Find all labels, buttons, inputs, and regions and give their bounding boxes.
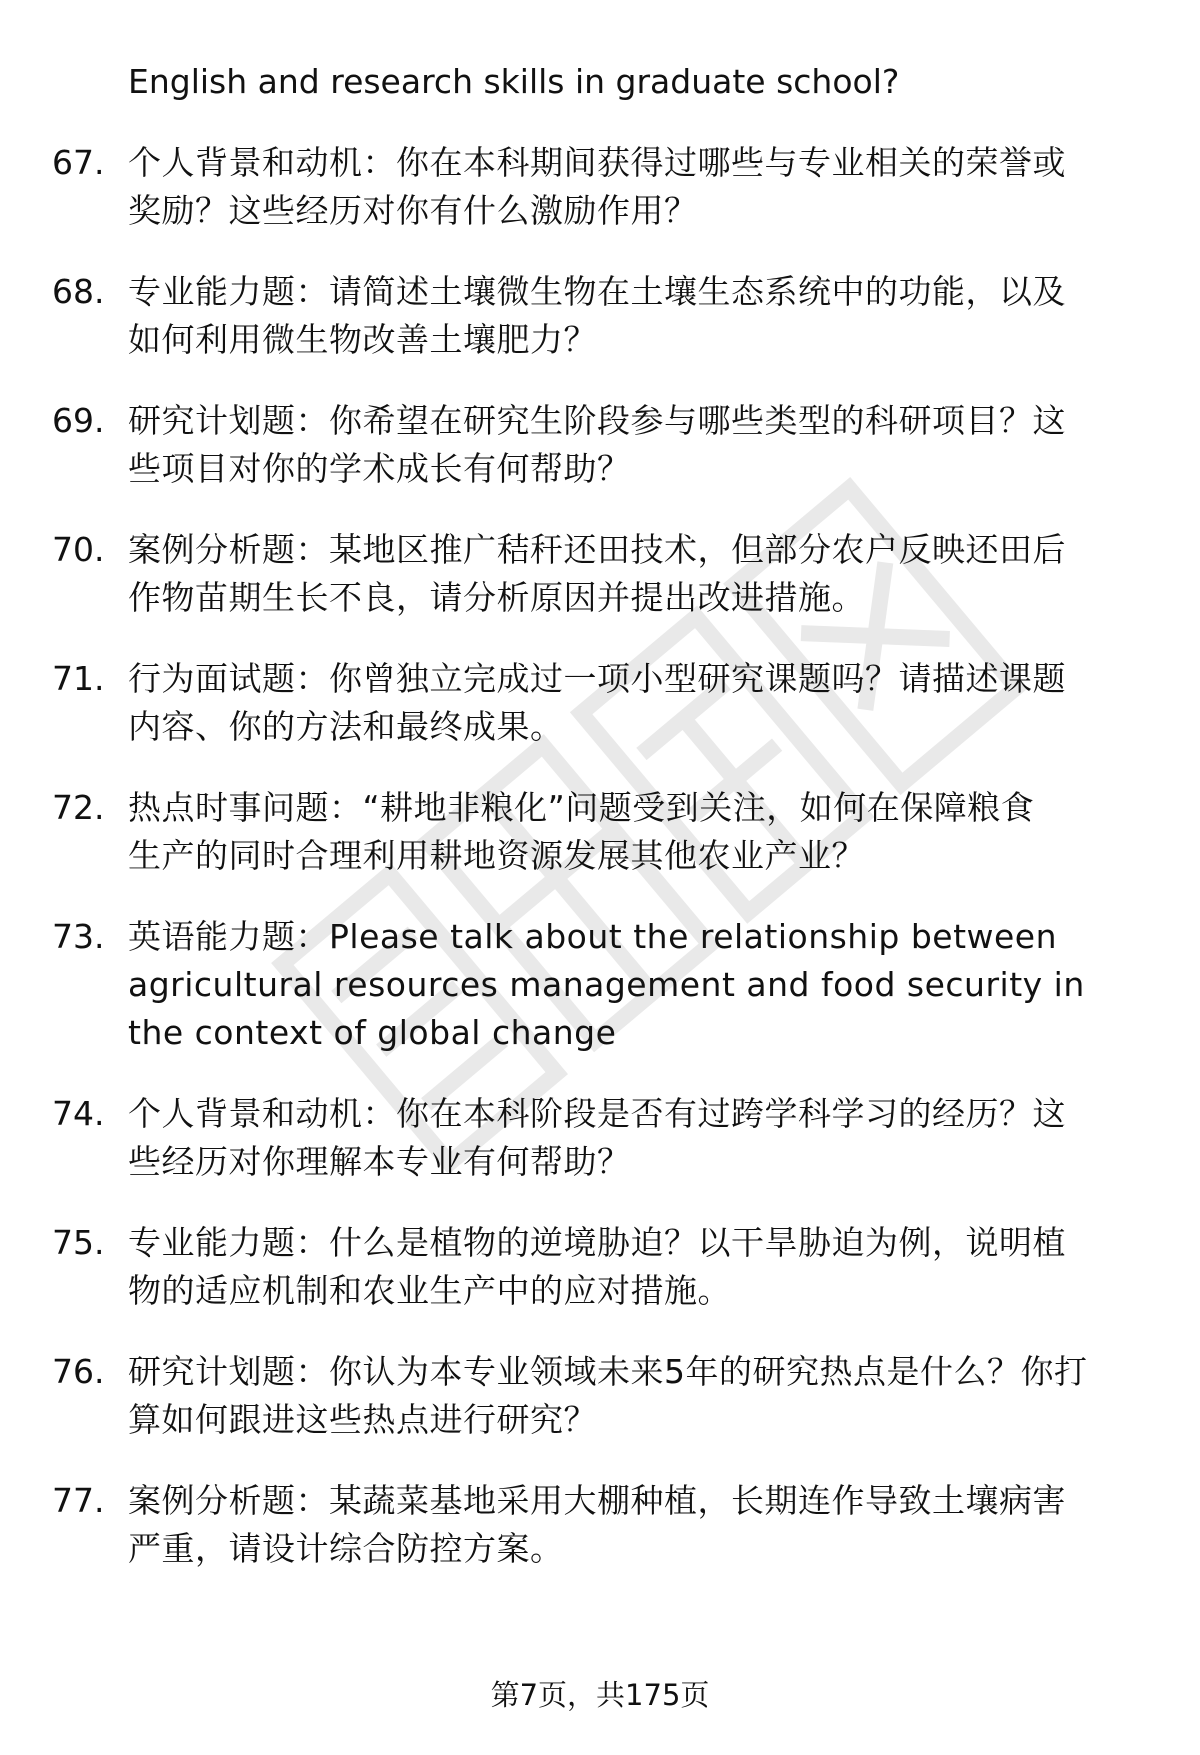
question-line: 内容、你的方法和最终成果。 [128,707,564,746]
question-text [128,1090,1172,1186]
question-item [52,784,1172,880]
question-number: 73. [52,917,105,956]
question-number: 76. [52,1352,105,1391]
question-number: 67. [52,143,105,182]
question-line: 热点时事问题：“耕地非粮化”问题受到关注，如何在保障粮食 [128,788,1035,827]
question-line: 专业能力题：什么是植物的逆境胁迫？以干旱胁迫为例，说明植 [128,1223,1066,1262]
question-item [52,655,1172,751]
question-text [128,913,1172,1057]
question-number: 68. [52,272,105,311]
question-line: 作物苗期生长不良，请分析原因并提出改进措施。 [128,578,865,617]
question-line: 专业能力题：请简述土壤微生物在土壤生态系统中的功能，以及 [128,272,1066,311]
question-line: 个人背景和动机：你在本科阶段是否有过跨学科学习的经历？这 [128,1094,1066,1133]
question-line: 如何利用微生物改善土壤肥力？ [128,320,597,359]
question-item [52,913,1172,1057]
question-line: 算如何跟进这些热点进行研究？ [128,1400,597,1439]
question-line: 研究计划题：你认为本专业领域未来5年的研究热点是什么？你打 [128,1352,1088,1391]
question-item [52,1090,1172,1186]
question-line: 生产的同时合理利用耕地资源发展其他农业产业？ [128,836,865,875]
question-number: 69. [52,401,105,440]
question-line: 奖励？这些经历对你有什么激励作用？ [128,191,698,230]
question-line: 研究计划题：你希望在研究生阶段参与哪些类型的科研项目？这 [128,401,1066,440]
question-item [52,1477,1172,1573]
question-item [52,139,1172,235]
question-line: 些项目对你的学术成长有何帮助？ [128,449,631,488]
question-line: 严重，请设计综合防控方案。 [128,1529,564,1568]
continuation-text: English and research skills in graduate school? [128,62,900,101]
question-text [128,268,1172,364]
question-number: 77. [52,1481,105,1520]
question-text [128,655,1172,751]
question-item [52,1219,1172,1315]
question-list [52,139,1172,1606]
question-number: 71. [52,659,105,698]
question-number: 75. [52,1223,105,1262]
question-line: 案例分析题：某蔬菜基地采用大棚种植，长期连作导致土壤病害 [128,1481,1066,1520]
question-text [128,397,1172,493]
question-text [128,784,1172,880]
question-item [52,1348,1172,1444]
question-line: the context of global change [128,1013,617,1052]
question-text [128,1348,1172,1444]
question-line: 行为面试题：你曾独立完成过一项小型研究课题吗？请描述课题 [128,659,1066,698]
question-number: 70. [52,530,105,569]
question-number: 72. [52,788,105,827]
question-line: 英语能力题：Please talk about the relationship between [128,917,1058,956]
question-item [52,268,1172,364]
question-text [128,139,1172,235]
question-line: agricultural resources management and food security in [128,965,1085,1004]
question-line: 些经历对你理解本专业有何帮助？ [128,1142,631,1181]
question-number: 74. [52,1094,105,1133]
question-line: 个人背景和动机：你在本科期间获得过哪些与专业相关的荣誉或 [128,143,1066,182]
question-line: 案例分析题：某地区推广秸秆还田技术，但部分农户反映还田后 [128,530,1066,569]
question-item [52,397,1172,493]
question-line: 物的适应机制和农业生产中的应对措施。 [128,1271,731,1310]
question-text [128,1477,1172,1573]
question-text [128,526,1172,622]
page-number: 第7页，共175页 [490,1678,710,1712]
question-text [128,1219,1172,1315]
question-item [52,526,1172,622]
